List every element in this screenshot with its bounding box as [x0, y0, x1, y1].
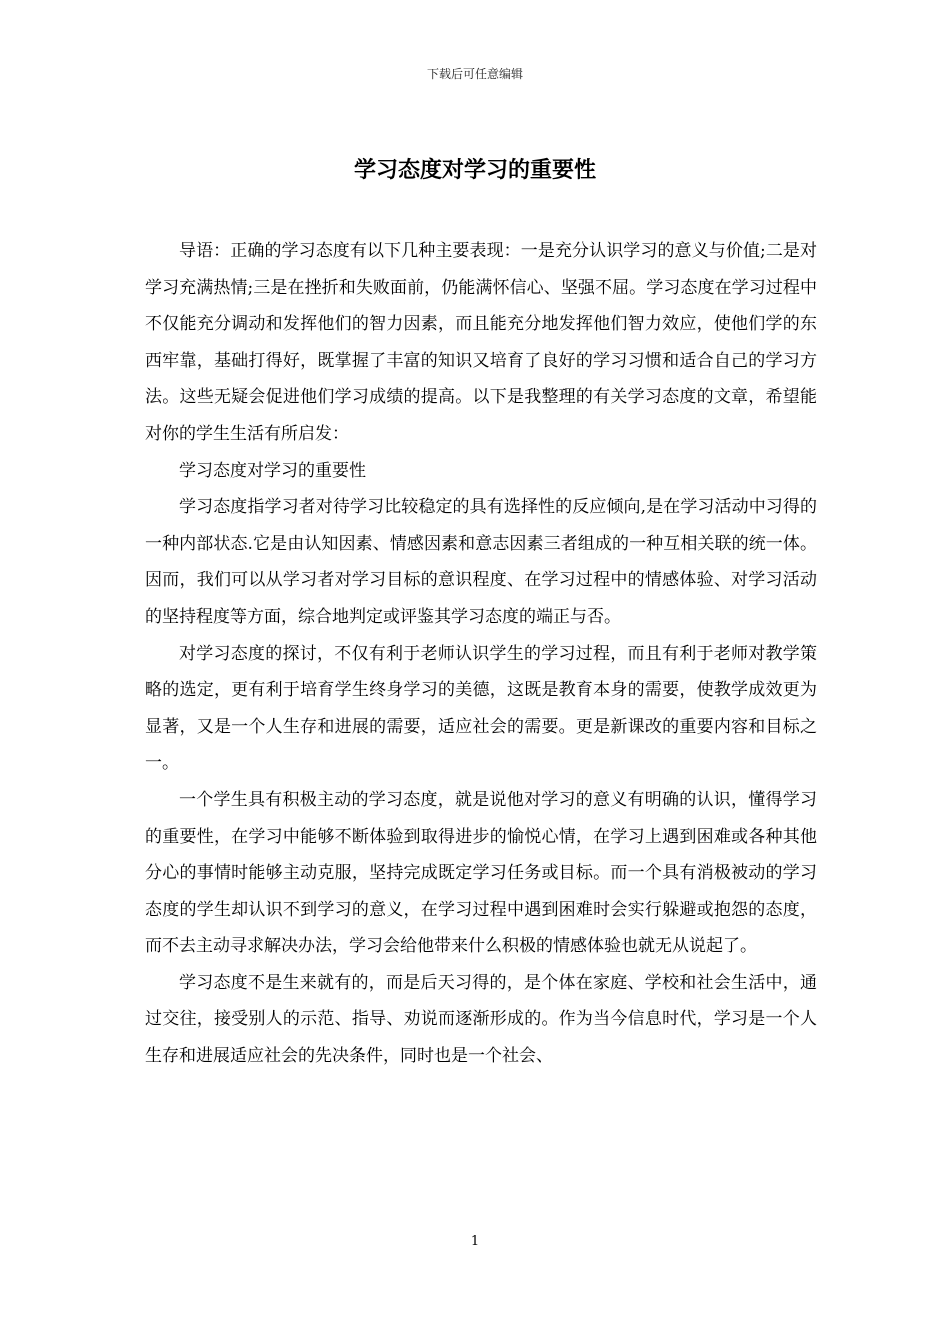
paragraph-intro: 导语：正确的学习态度有以下几种主要表现：一是充分认识学习的意义与价值;二是对学习充满热情;三是在挫折和失败面前，仍能满怀信心、坚强不屈。学习态度在学习过程中不仅能充分调动和发挥他们的智力因素，而且能充分地发挥他们智力效应，使他们学的东西牢靠，基础打得好，既掌握了丰富的知识又培育了良好的学习习惯和适合自己的学习方法。这些无疑会促进他们学习成绩的提高。以下是我整理的有关学习态度的文章，希望能对你的学生生活有所启发： — [145, 241, 817, 444]
paragraph-active-vs-passive: 一个学生具有积极主动的学习态度，就是说他对学习的意义有明确的认识，懂得学习的重要性，在学习中能够不断体验到取得进步的愉悦心情，在学习上遇到困难或各种其他分心的事情时能够主动克服，坚持完成既定学习任务或目标。而一个具有消极被动的学习态度的学生却认识不到学习的意义，在学习过程中遇到困难时会实行躲避或抱怨的态度，而不去主动寻求解决办法，学习会给他带来什么积极的情感体验也就无从说起了。 — [145, 789, 817, 957]
page-number: 1 — [470, 1234, 480, 1249]
paragraph-definition: 学习态度指学习者对待学习比较稳定的具有选择性的反应倾向,是在学习活动中习得的一种内部状态.它是由认知因素、情感因素和意志因素三者组成的一种互相关联的统一体。因而，我们可以从学习者对学习目标的意识程度、在学习过程中的情感体验、对学习活动的坚持程度等方面，综合地判定或评鉴其学习态度的端正与否。 — [145, 497, 817, 627]
header-note: 下载后可任意编辑 — [426, 67, 523, 81]
paragraph-subheading: 学习态度对学习的重要性 — [179, 460, 366, 481]
document-title: 学习态度对学习的重要性 — [353, 157, 596, 183]
paragraph-research-benefits: 对学习态度的探讨，不仅有利于老师认识学生的学习过程，而且有利于老师对教学策略的选定，更有利于培育学生终身学习的美德，这既是教育本身的需要，使教学成效更为显著，又是一个人生存和进展的需要，适应社会的需要。更是新课改的重要内容和目标之一。 — [145, 643, 817, 774]
document-body — [145, 233, 817, 1075]
paragraph-acquired-attitude: 学习态度不是生来就有的，而是后天习得的，是个体在家庭、学校和社会生活中，通过交往，接受别人的示范、指导、劝说而逐渐形成的。作为当今信息时代，学习是一个人生存和进展适应社会的先决条件，同时也是一个社会、 — [145, 972, 817, 1067]
